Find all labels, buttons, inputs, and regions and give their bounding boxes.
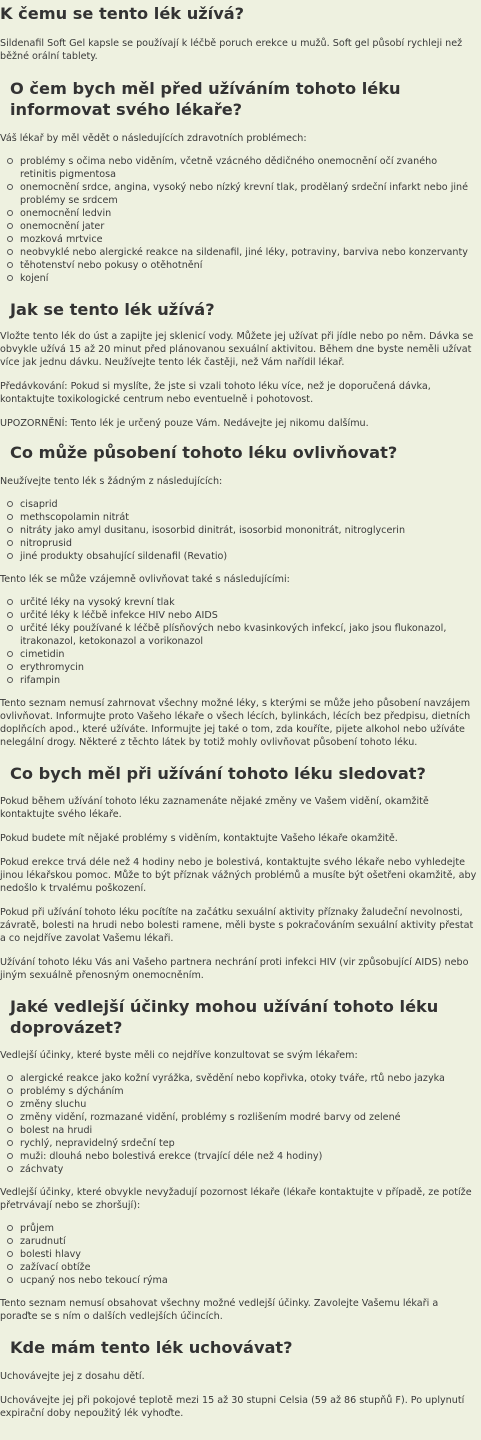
monitoring-paragraph-3: Pokud erekce trvá déle než 4 hodiny nebo je bolestivá, kontaktujte svého lékaře nebo vyhledejte jinou lékařskou pomoc. Může to být příznak vážných problémů a musíte být ošetřeni okamžitě, aby nedošlo k trvalému poškození. [0,857,477,894]
storage-paragraph-2: Uchovávejte jej při pokojové teplotě mezi 15 až 30 stupni Celsia (59 až 86 stupňů F). Po uplynutí expirační doby nepoužitý lék vyhoďte. [0,1395,465,1419]
list-item: záchvaty [20,1163,475,1176]
list-item: onemocnění srdce, angina, vysoký nebo nízký krevní tlak, prodělaný srdeční infarkt nebo jiné problémy se srdcem [20,181,475,207]
side-effects-intro: Vedlejší účinky, které byste měli co nejdříve konzultovat se svým lékařem: [0,1050,358,1061]
section-heading-inform-doctor: O čem bych měl před užíváním tohoto léku informovat svého lékaře? [10,79,401,119]
warning-paragraph: UPOZORNĚNÍ: Tento lék je určený pouze Vám. Nedávejte jej nikomu dalšímu. [0,418,369,429]
section-heading-interactions: Co může působení tohoto léku ovlivňovat? [10,443,398,462]
list-item: nitráty jako amyl dusitanu, isosorbid dinitrát, isosorbid mononitrát, nitroglycerin [20,524,475,537]
minor-side-effects-list [0,1222,481,1287]
section-heading-side-effects: Jaké vedlejší účinky mohou užívání tohoto léku doprovázet? [10,997,439,1037]
list-item: cisaprid [20,498,475,511]
list-item: mozková mrtvice [20,233,475,246]
usage-paragraph: Sildenafil Soft Gel kapsle se používají k léčbě poruch erekce u mužů. Soft gel působí rychleji než běžné orální tablety. [0,38,463,62]
list-item: bolesti hlavy [20,1248,475,1261]
list-item: změny vidění, rozmazané vidění, problémy s rozlišením modré barvy od zelené [20,1111,475,1124]
section-heading-storage: Kde mám tento lék uchovávat? [10,1338,293,1357]
side-effects-intro-2: Vedlejší účinky, které obvykle nevyžadují pozornost lékaře (lékaře kontaktujte v případě, ze potíže přetrvávají nebo se zhoršují): [0,1187,472,1211]
list-item: methscopolamin nitrát [20,511,475,524]
interactions-outro: Tento seznam nemusí zahrnovat všechny možné léky, s kterými se může jeho působení navzájem ovlivňovat. Informujte proto Vašeho lékaře o všech lécích, bylinkách, lécích bez předpisu, dietních doplňcích apod., které užíváte. Informujte jej také o tom, zda kouříte, pijete alkohol nebo užíváte nelegální drogy. Některé z těchto látek by totiž mohly ovlivňovat působení tohoto léku. [0,698,471,748]
list-item: ucpaný nos nebo tekoucí rýma [20,1274,475,1287]
monitoring-paragraph-1: Pokud během užívání tohoto léku zaznamenáte nějaké změny ve Vašem vidění, okamžitě kontaktujte svého lékaře. [0,796,429,820]
monitoring-paragraph-5: Užívání tohoto léku Vás ani Vašeho partnera nechrání proti infekci HIV (vir způsobující AIDS) nebo jiným sexuálně přenosným onemocněním. [0,957,469,981]
overdose-paragraph: Předávkování: Pokud si myslíte, že jste si vzali tohoto léku více, než je doporučená dávka, kontaktujte toxikologické centrum nebo eventuelně i pohotovost. [0,381,431,405]
storage-paragraph-1: Uchovávejte jej z dosahu dětí. [0,1371,145,1382]
list-item: problémy s očima nebo viděním, včetně vzácného dědičného onemocnění očí zvaného retinitis pigmentosa [20,155,475,181]
interactions-intro-2: Tento lék se může vzájemně ovlivňovat také s následujícími: [0,574,290,585]
do-not-combine-list [0,498,481,563]
monitoring-paragraph-4: Pokud při užívání tohoto léku pocítíte na začátku sexuální aktivity příznaky žaludeční nevolnosti, závratě, bolesti na hrudi nebo bolesti ramene, měli byste s pokračováním sexuální aktivity přestat a co nejdříve zavolat Vašemu lékaři. [0,907,474,944]
list-item: zarudnutí [20,1235,475,1248]
list-item: průjem [20,1222,475,1235]
list-item: změny sluchu [20,1098,475,1111]
may-interact-list [0,596,481,687]
list-item: alergické reakce jako kožní vyrážka, svědění nebo kopřivka, otoky tváře, rtů nebo jazyka [20,1072,475,1085]
list-item: muži: dlouhá nebo bolestivá erekce (trvající déle než 4 hodiny) [20,1150,475,1163]
health-problems-list [0,155,481,285]
list-item: rychlý, nepravidelný srdeční tep [20,1137,475,1150]
list-item: erythromycin [20,661,475,674]
list-item: určité léky používané k léčbě plísňových nebo kvasinkových infekcí, jako jsou flukonazol, itrakonazol, ketokonazol a vorikonazol [20,622,475,648]
section-heading-usage: K čemu se tento lék užívá? [0,4,245,23]
list-item: onemocnění ledvin [20,207,475,220]
how-to-use-paragraph: Vložte tento lék do úst a zapijte jej sklenicí vody. Můžete jej užívat při jídle nebo po něm. Dávka se obvykle užívá 15 až 20 minut před plánovanou sexuální aktivitou. Během dne byste neměli užívat více jak jednu dávku. Neužívejte tento lék častěji, než Vám nařídil lékař. [0,331,474,368]
list-item: cimetidin [20,648,475,661]
list-item: nitroprusid [20,537,475,550]
list-item: určité léky k léčbě infekce HIV nebo AIDS [20,609,475,622]
side-effects-outro: Tento seznam nemusí obsahovat všechny možné vedlejší účinky. Zavolejte Vašemu lékaři a poraďte se s ním o dalších vedlejších účincích. [0,1298,439,1322]
inform-doctor-intro: Váš lékař by měl vědět o následujících zdravotních problémech: [0,133,307,144]
section-heading-monitoring: Co bych měl při užívání tohoto léku sledovat? [10,764,426,783]
list-item: neobvyklé nebo alergické reakce na sildenafil, jiné léky, potraviny, barviva nebo konzervanty [20,246,475,259]
list-item: bolest na hrudi [20,1124,475,1137]
list-item: problémy s dýcháním [20,1085,475,1098]
list-item: zažívací obtíže [20,1261,475,1274]
list-item: určité léky na vysoký krevní tlak [20,596,475,609]
list-item: jiné produkty obsahující sildenafil (Revatio) [20,550,475,563]
list-item: těhotenství nebo pokusy o otěhotnění [20,259,475,272]
interactions-intro: Neužívejte tento lék s žádným z následujících: [0,476,223,487]
list-item: onemocnění jater [20,220,475,233]
serious-side-effects-list [0,1072,481,1176]
list-item: rifampin [20,674,475,687]
monitoring-paragraph-2: Pokud budete mít nějaké problémy s viděním, kontaktujte Vašeho lékaře okamžitě. [0,833,398,844]
list-item: kojení [20,272,475,285]
section-heading-how-to-use: Jak se tento lék užívá? [10,300,215,319]
